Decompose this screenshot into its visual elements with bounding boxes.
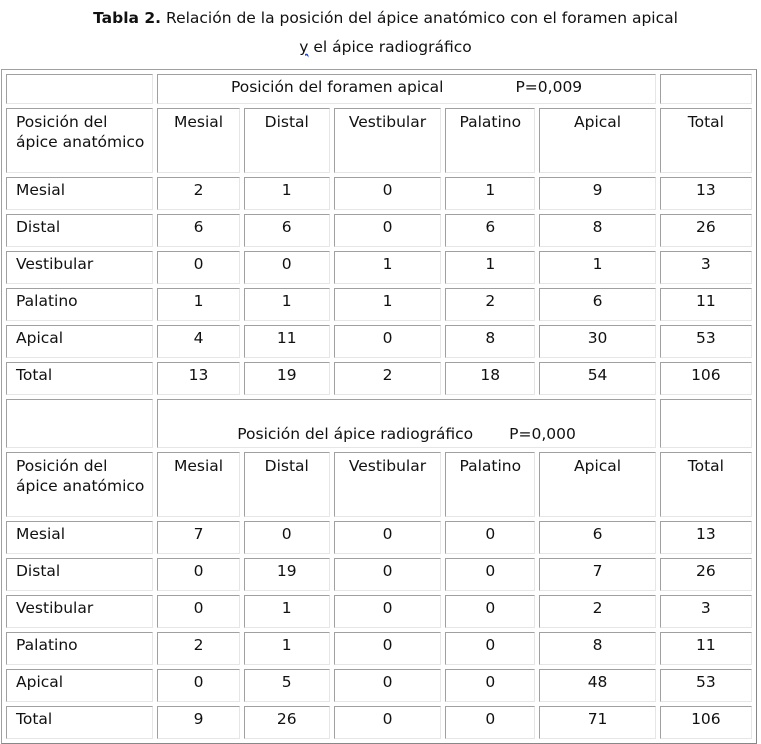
table-row — [6, 558, 752, 591]
table-cell: 0 — [334, 214, 441, 247]
table-cell: 8 — [445, 325, 535, 358]
column-header: Vestibular — [334, 452, 441, 517]
table-cell: 19 — [244, 362, 330, 395]
section-title: Posición del foramen apical — [230, 78, 444, 96]
row-label: Mesial — [6, 521, 153, 554]
data-table — [1, 69, 757, 744]
table-cell: 0 — [334, 177, 441, 210]
table-cell: 11 — [660, 288, 752, 321]
table-cell: 8 — [539, 214, 655, 247]
table-cell: 0 — [445, 632, 535, 665]
table-cell: 3 — [660, 595, 752, 628]
table-cell: 2 — [539, 595, 655, 628]
table-cell: 0 — [334, 521, 441, 554]
empty-cell — [660, 399, 752, 448]
table-cell: 71 — [539, 706, 655, 739]
table-cell: 6 — [157, 214, 239, 247]
table-cell: 0 — [157, 669, 239, 702]
row-label: Mesial — [6, 177, 153, 210]
table-cell: 1 — [244, 632, 330, 665]
column-header: Apical — [539, 108, 655, 173]
table-cell: 0 — [334, 558, 441, 591]
table-cell: 1 — [539, 251, 655, 284]
empty-cell — [660, 74, 752, 104]
caption-line-2 — [0, 33, 761, 62]
table-cell: 2 — [157, 632, 239, 665]
column-header-row — [6, 452, 752, 517]
table-cell: 1 — [445, 177, 535, 210]
section-title-row — [6, 399, 752, 448]
column-header: Total — [660, 108, 752, 173]
column-header: Palatino — [445, 452, 535, 517]
table-cell: 7 — [157, 521, 239, 554]
table-cell: 0 — [244, 521, 330, 554]
table-cell: 1 — [445, 251, 535, 284]
table-row — [6, 214, 752, 247]
empty-cell — [6, 74, 153, 104]
p-value: P=0,009 — [515, 78, 583, 96]
table-cell: 0 — [157, 558, 239, 591]
table-cell: 0 — [445, 706, 535, 739]
row-label: Apical — [6, 669, 153, 702]
row-label: Palatino — [6, 288, 153, 321]
section-title-cell — [157, 399, 655, 448]
section-title-cell — [157, 74, 655, 104]
table-row — [6, 595, 752, 628]
table-cell: 26 — [244, 706, 330, 739]
row-label: Distal — [6, 558, 153, 591]
total-row — [6, 706, 752, 739]
table-cell: 13 — [157, 362, 239, 395]
table-cell: 53 — [660, 669, 752, 702]
table-cell: 0 — [334, 325, 441, 358]
table-cell: 48 — [539, 669, 655, 702]
table-cell: 5 — [244, 669, 330, 702]
column-header: Vestibular — [334, 108, 441, 173]
column-header: Mesial — [157, 452, 239, 517]
total-row — [6, 362, 752, 395]
table-cell: 6 — [445, 214, 535, 247]
section-title-row — [6, 74, 752, 104]
caption-spellcheck-word: y — [299, 38, 309, 56]
table-row — [6, 325, 752, 358]
table-cell: 13 — [660, 521, 752, 554]
column-header: Mesial — [157, 108, 239, 173]
table-cell: 0 — [445, 558, 535, 591]
row-header-label: Posición del ápice anatómico — [6, 108, 153, 173]
table-cell: 0 — [445, 669, 535, 702]
table-cell: 9 — [157, 706, 239, 739]
table-cell: 1 — [157, 288, 239, 321]
table-cell: 106 — [660, 706, 752, 739]
table-cell: 30 — [539, 325, 655, 358]
table-cell: 0 — [334, 632, 441, 665]
row-header-label: Posición del ápice anatómico — [6, 452, 153, 517]
table-cell: 8 — [539, 632, 655, 665]
table-cell: 19 — [244, 558, 330, 591]
table-cell: 4 — [157, 325, 239, 358]
table-caption — [0, 0, 761, 62]
row-label: Distal — [6, 214, 153, 247]
table-cell: 6 — [244, 214, 330, 247]
row-label: Total — [6, 362, 153, 395]
table-cell: 11 — [244, 325, 330, 358]
p-value: P=0,000 — [509, 425, 576, 443]
row-label: Vestibular — [6, 251, 153, 284]
table-cell: 0 — [157, 251, 239, 284]
table-cell: 7 — [539, 558, 655, 591]
table-cell: 1 — [244, 177, 330, 210]
column-header: Palatino — [445, 108, 535, 173]
table-cell: 1 — [334, 288, 441, 321]
table-cell: 6 — [539, 288, 655, 321]
table-cell: 0 — [445, 595, 535, 628]
table-row — [6, 669, 752, 702]
empty-cell — [6, 399, 153, 448]
column-header: Total — [660, 452, 752, 517]
table-cell: 0 — [334, 706, 441, 739]
row-label: Vestibular — [6, 595, 153, 628]
table-cell: 6 — [539, 521, 655, 554]
table-row — [6, 521, 752, 554]
column-header: Apical — [539, 452, 655, 517]
table-row — [6, 288, 752, 321]
table-cell: 2 — [157, 177, 239, 210]
section-title: Posición del ápice radiográfico — [237, 425, 474, 443]
row-label: Palatino — [6, 632, 153, 665]
caption-text-2: el ápice radiográfico — [308, 38, 472, 56]
table-cell: 1 — [244, 595, 330, 628]
table-cell: 18 — [445, 362, 535, 395]
table-cell: 54 — [539, 362, 655, 395]
table-cell: 26 — [660, 214, 752, 247]
table-cell: 11 — [660, 632, 752, 665]
caption-line-1 — [0, 4, 761, 33]
table-cell: 13 — [660, 177, 752, 210]
table-row — [6, 632, 752, 665]
table-cell: 0 — [334, 669, 441, 702]
table-cell: 0 — [157, 595, 239, 628]
table-row — [6, 177, 752, 210]
table-body — [6, 74, 752, 739]
table-cell: 53 — [660, 325, 752, 358]
table-cell: 2 — [334, 362, 441, 395]
table-cell: 9 — [539, 177, 655, 210]
column-header: Distal — [244, 108, 330, 173]
row-label: Total — [6, 706, 153, 739]
table-cell: 0 — [445, 521, 535, 554]
caption-text: Relación de la posición del ápice anatómico con el foramen apical — [161, 9, 678, 27]
table-cell: 1 — [334, 251, 441, 284]
table-cell: 2 — [445, 288, 535, 321]
table-cell: 0 — [244, 251, 330, 284]
column-header-row — [6, 108, 752, 173]
table-cell: 3 — [660, 251, 752, 284]
caption-label: Tabla 2. — [93, 9, 162, 27]
table-cell: 1 — [244, 288, 330, 321]
table-cell: 106 — [660, 362, 752, 395]
table-cell: 26 — [660, 558, 752, 591]
table-row — [6, 251, 752, 284]
row-label: Apical — [6, 325, 153, 358]
table-cell: 0 — [334, 595, 441, 628]
column-header: Distal — [244, 452, 330, 517]
